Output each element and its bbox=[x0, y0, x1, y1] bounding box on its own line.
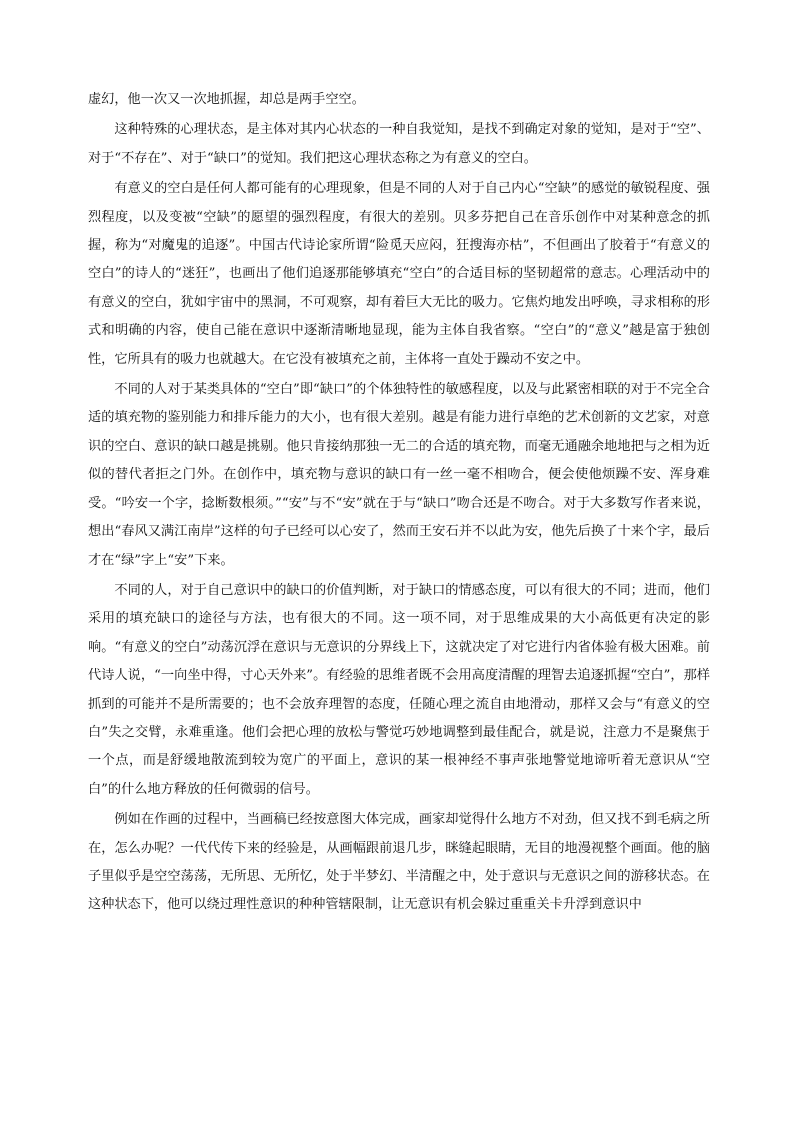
paragraph-1: 虚幻，他一次又一次地抓握，却总是两手空空。 bbox=[88, 92, 365, 107]
paragraph-6: 例如在作画的过程中，当画稿已经按意图大体完成，画家却觉得什么地方不对劲，但又找不到毛病之所在，怎么办呢？一代代传下来的经验是，从画幅跟前退几步，眯缝起眼睛，无目的地漫视整个画面。他的脑子里似乎是空空荡荡，无所思、无所忆，处于半梦幻、半清醒之中，处于意识与无意识之间的游移状态。在这种状态下，他可以绕过理性意识的种种管辖限制，让无意识有机会躲过重重关卡升浮到意识中 bbox=[88, 812, 710, 913]
paragraph-2: 这种特殊的心理状态，是主体对其内心状态的一种自我觉知，是找不到确定对象的觉知，是对于“空”、对于“不存在”、对于“缺口”的觉知。我们把这心理状态称之为有意义的空白。 bbox=[88, 122, 710, 166]
paragraph-5: 不同的人，对于自己意识中的缺口的价值判断，对于缺口的情感态度，可以有很大的不同；进而，他们采用的填充缺口的途径与方法，也有很大的不同。这一项不同，对于思维成果的大小高低更有决定的影响。“有意义的空白”动荡沉浮在意识与无意识的分界线上下，这就决定了对它进行内省体验有极大困难。前代诗人说，“一向坐中得，寸心天外来”。有经验的思维者既不会用高度清醒的理智去追逐抓握“空白”，那样抓到的可能并不是所需要的；也不会放弃理智的态度，任随心理之流自由地滑动，那样又会与“有意义的空白”失之交臂，永难重逢。他们会把心理的放松与警觉巧妙地调整到最佳配合，就是说，注意力不是聚焦于一个点，而是舒缓地散流到较为宽广的平面上，意识的某一根神经不事声张地警觉地谛听着无意识从“空白”的什么地方释放的任何微弱的信号。 bbox=[88, 582, 710, 797]
paragraph-4: 不同的人对于某类具体的“空白”即“缺口”的个体独特性的敏感程度，以及与此紧密相联的对于不完全合适的填充物的鉴别能力和排斥能力的大小，也有很大差别。越是有能力进行卓绝的艺术创新的文艺家，对意识的空白、意识的缺口越是挑剔。他只肯接纳那独一无二的合适的填充物，而毫无通融余地地把与之相为近似的替代者拒之门外。在创作中，填充物与意识的缺口有一丝一毫不相吻合，便会使他烦躁不安、浑身难受。“吟安一个字，捻断数根须。”“安”与不“安”就在于与“缺口”吻合还是不吻合。对于大多数写作者来说，想出“春风又满江南岸”这样的句子已经可以心安了，然而王安石并不以此为安，他先后换了十来个字，最后才在“绿”字上“安”下来。 bbox=[88, 382, 710, 568]
paragraph-3: 有意义的空白是任何人都可能有的心理现象，但是不同的人对于自己内心“空缺”的感觉的敏锐程度、强烈程度，以及变被“空缺”的愿望的强烈程度，有很大的差别。贝多芬把自己在音乐创作中对某种意念的抓握，称为“对魔鬼的追逐”。中国古代诗论家所谓“险觅天应闷，狂搜海亦枯”，不但画出了胶着于“有意义的空白”的诗人的“迷狂”，也画出了他们追逐那能够填充“空白”的合适目标的坚韧超常的意志。心理活动中的有意义的空白，犹如宇宙中的黑洞，不可观察，却有着巨大无比的吸力。它焦灼地发出呼唤，寻求相称的形式和明确的内容，使自己能在意识中逐渐清晰地显现，能为主体自我省察。“空白”的“意义”越是富于独创性，它所具有的吸力也就越大。在它没有被填充之前，主体将一直处于躁动不安之中。 bbox=[88, 181, 710, 367]
article-body bbox=[88, 86, 710, 922]
